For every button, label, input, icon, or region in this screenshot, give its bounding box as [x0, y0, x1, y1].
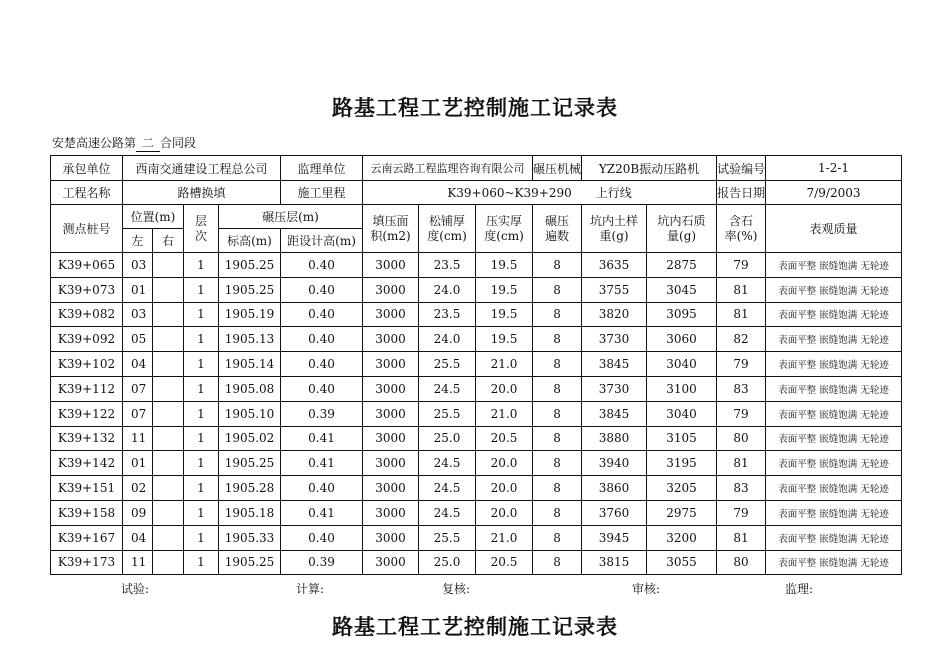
cell-elevation: 1905.25	[219, 550, 281, 575]
cell-compacted: 20.0	[476, 376, 533, 401]
cell-right	[153, 253, 184, 278]
cell-layer: 1	[184, 352, 219, 377]
cell-layer: 1	[184, 302, 219, 327]
cell-soil: 3845	[582, 401, 647, 426]
cell-passes: 8	[533, 376, 582, 401]
cell-soil: 3860	[582, 476, 647, 501]
cell-elevation: 1905.14	[219, 352, 281, 377]
cell-loose: 25.5	[419, 352, 476, 377]
cell-right	[153, 525, 184, 550]
cell-area: 3000	[363, 327, 419, 352]
cell-right	[153, 302, 184, 327]
cell-compacted: 19.5	[476, 327, 533, 352]
record-table	[50, 155, 902, 575]
cell-loose: 24.5	[419, 376, 476, 401]
footer-calc: 计算:	[296, 582, 325, 596]
cell-compacted: 21.0	[476, 352, 533, 377]
roller-label: 碾压机械	[533, 156, 582, 181]
info-row-1	[51, 156, 902, 181]
cell-right	[153, 277, 184, 302]
cell-station: K39+132	[51, 426, 123, 451]
cell-elevation: 1905.02	[219, 426, 281, 451]
cell-stone: 3060	[647, 327, 717, 352]
cell-area: 3000	[363, 401, 419, 426]
cell-elevation: 1905.19	[219, 302, 281, 327]
cell-station: K39+092	[51, 327, 123, 352]
table-row	[51, 550, 902, 575]
cell-stone: 3205	[647, 476, 717, 501]
right-header: 右	[153, 229, 184, 253]
cell-loose: 24.5	[419, 476, 476, 501]
quality-header: 表观质量	[766, 205, 902, 253]
cell-compacted: 20.0	[476, 451, 533, 476]
cell-elevation: 1905.28	[219, 476, 281, 501]
cell-passes: 8	[533, 426, 582, 451]
contractor-value: 西南交通建设工程总公司	[123, 156, 281, 181]
cell-soil: 3880	[582, 426, 647, 451]
cell-compacted: 20.0	[476, 476, 533, 501]
cell-content: 79	[717, 352, 766, 377]
cell-passes: 8	[533, 500, 582, 525]
cell-passes: 8	[533, 451, 582, 476]
cell-station: K39+167	[51, 525, 123, 550]
fill-area-header-b: 积(m2)	[370, 228, 411, 243]
supervisor-label: 监理单位	[281, 156, 363, 181]
supervisor-value: 云南云路工程监理咨询有限公司	[363, 156, 533, 181]
footer-recheck: 复核:	[442, 582, 471, 596]
distance-header: 距设计高(m)	[281, 229, 363, 253]
table-row	[51, 426, 902, 451]
cell-layer: 1	[184, 327, 219, 352]
cell-layer: 1	[184, 277, 219, 302]
cell-station: K39+065	[51, 253, 123, 278]
cell-area: 3000	[363, 550, 419, 575]
cell-compacted: 19.5	[476, 302, 533, 327]
cell-soil: 3730	[582, 376, 647, 401]
cell-right	[153, 500, 184, 525]
cell-elevation: 1905.33	[219, 525, 281, 550]
cell-left: 03	[123, 253, 153, 278]
loose-header-a: 松铺厚	[429, 213, 466, 228]
cell-content: 79	[717, 500, 766, 525]
content-header-a: 含石	[729, 213, 754, 228]
fill-area-header-a: 填压面	[372, 213, 409, 228]
cell-left: 02	[123, 476, 153, 501]
cell-left: 07	[123, 376, 153, 401]
cell-left: 05	[123, 327, 153, 352]
table-row	[51, 376, 902, 401]
table-row	[51, 327, 902, 352]
cell-stone: 3045	[647, 277, 717, 302]
cell-area: 3000	[363, 500, 419, 525]
cell-stone: 3055	[647, 550, 717, 575]
cell-area: 3000	[363, 476, 419, 501]
cell-content: 81	[717, 451, 766, 476]
cell-loose: 25.5	[419, 401, 476, 426]
project-label: 工程名称	[51, 181, 123, 205]
cell-quality: 表面平整 嵌缝饱满 无轮迹	[766, 451, 902, 476]
cell-loose: 24.0	[419, 327, 476, 352]
next-page-title: 路基工程工艺控制施工记录表	[332, 614, 618, 639]
cell-content: 80	[717, 550, 766, 575]
cell-soil: 3945	[582, 525, 647, 550]
cell-stone: 2975	[647, 500, 717, 525]
cell-loose: 23.5	[419, 253, 476, 278]
content-header-b: 率(%)	[724, 228, 758, 243]
cell-left: 04	[123, 525, 153, 550]
passes-header-b: 遍数	[545, 228, 570, 243]
cell-elevation: 1905.25	[219, 451, 281, 476]
cell-area: 3000	[363, 376, 419, 401]
cell-layer: 1	[184, 550, 219, 575]
cell-left: 01	[123, 277, 153, 302]
cell-quality: 表面平整 嵌缝饱满 无轮迹	[766, 550, 902, 575]
table-row	[51, 500, 902, 525]
cell-elevation: 1905.18	[219, 500, 281, 525]
cell-loose: 25.5	[419, 525, 476, 550]
cell-layer: 1	[184, 376, 219, 401]
cell-compacted: 20.5	[476, 550, 533, 575]
cell-left: 01	[123, 451, 153, 476]
cell-compacted: 21.0	[476, 525, 533, 550]
cell-left: 09	[123, 500, 153, 525]
cell-stone: 2875	[647, 253, 717, 278]
cell-area: 3000	[363, 302, 419, 327]
cell-right	[153, 550, 184, 575]
stone-header-b: 量(g)	[667, 228, 697, 243]
table-row	[51, 277, 902, 302]
cell-content: 81	[717, 525, 766, 550]
cell-compacted: 20.5	[476, 426, 533, 451]
footer-supervise: 监理:	[785, 582, 814, 596]
cell-left: 03	[123, 302, 153, 327]
cell-quality: 表面平整 嵌缝饱满 无轮迹	[766, 401, 902, 426]
cell-left: 11	[123, 550, 153, 575]
cell-loose: 25.0	[419, 426, 476, 451]
cell-loose: 25.0	[419, 550, 476, 575]
cell-quality: 表面平整 嵌缝饱满 无轮迹	[766, 277, 902, 302]
cell-compacted: 20.0	[476, 500, 533, 525]
cell-right	[153, 451, 184, 476]
cell-quality: 表面平整 嵌缝饱满 无轮迹	[766, 253, 902, 278]
cell-area: 3000	[363, 253, 419, 278]
compacted-header-b: 度(cm)	[484, 228, 524, 243]
cell-soil: 3815	[582, 550, 647, 575]
cell-distance: 0.40	[281, 352, 363, 377]
contractor-label: 承包单位	[51, 156, 123, 181]
cell-distance: 0.40	[281, 253, 363, 278]
cell-passes: 8	[533, 525, 582, 550]
cell-quality: 表面平整 嵌缝饱满 无轮迹	[766, 500, 902, 525]
cell-distance: 0.41	[281, 451, 363, 476]
cell-passes: 8	[533, 401, 582, 426]
cell-stone: 3040	[647, 401, 717, 426]
cell-soil: 3845	[582, 352, 647, 377]
cell-passes: 8	[533, 550, 582, 575]
soil-header	[582, 205, 647, 253]
table-row	[51, 451, 902, 476]
cell-right	[153, 476, 184, 501]
left-header: 左	[123, 229, 153, 253]
report-date-label: 报告日期	[717, 181, 766, 205]
cell-station: K39+122	[51, 401, 123, 426]
cell-distance: 0.39	[281, 550, 363, 575]
table-row	[51, 525, 902, 550]
station-header: 测点桩号	[51, 205, 123, 253]
table-row	[51, 253, 902, 278]
cell-distance: 0.40	[281, 476, 363, 501]
cell-quality: 表面平整 嵌缝饱满 无轮迹	[766, 302, 902, 327]
cell-passes: 8	[533, 277, 582, 302]
cell-stone: 3195	[647, 451, 717, 476]
position-header: 位置(m)	[123, 205, 184, 229]
cell-soil: 3755	[582, 277, 647, 302]
cell-distance: 0.40	[281, 277, 363, 302]
table-row	[51, 302, 902, 327]
cell-content: 80	[717, 426, 766, 451]
section-prefix: 安楚高速公路第	[52, 136, 137, 150]
table-row	[51, 401, 902, 426]
table-row	[51, 352, 902, 377]
cell-station: K39+073	[51, 277, 123, 302]
soil-header-b: 重(g)	[599, 228, 629, 243]
cell-station: K39+173	[51, 550, 123, 575]
cell-content: 83	[717, 376, 766, 401]
cell-layer: 1	[184, 451, 219, 476]
table-row	[51, 476, 902, 501]
cell-distance: 0.40	[281, 302, 363, 327]
header-row-1	[51, 205, 902, 229]
cell-loose: 23.5	[419, 302, 476, 327]
cell-left: 07	[123, 401, 153, 426]
compacted-header-a: 压实厚	[486, 213, 523, 228]
cell-content: 83	[717, 476, 766, 501]
cell-elevation: 1905.25	[219, 277, 281, 302]
compacted-header	[476, 205, 533, 253]
cell-layer: 1	[184, 253, 219, 278]
info-row-2	[51, 181, 902, 205]
cell-distance: 0.40	[281, 525, 363, 550]
cell-distance: 0.41	[281, 426, 363, 451]
layer-header-b: 次	[194, 228, 207, 243]
cell-quality: 表面平整 嵌缝饱满 无轮迹	[766, 376, 902, 401]
footer-review: 审核:	[632, 582, 661, 596]
section-line	[52, 134, 196, 152]
cell-layer: 1	[184, 426, 219, 451]
cell-quality: 表面平整 嵌缝饱满 无轮迹	[766, 476, 902, 501]
soil-header-a: 坑内土样	[590, 213, 639, 228]
cell-elevation: 1905.13	[219, 327, 281, 352]
cell-area: 3000	[363, 451, 419, 476]
cell-station: K39+112	[51, 376, 123, 401]
cell-quality: 表面平整 嵌缝饱满 无轮迹	[766, 525, 902, 550]
cell-layer: 1	[184, 476, 219, 501]
cell-right	[153, 327, 184, 352]
cell-soil: 3635	[582, 253, 647, 278]
cell-area: 3000	[363, 277, 419, 302]
cell-compacted: 21.0	[476, 401, 533, 426]
cell-right	[153, 376, 184, 401]
cell-compacted: 19.5	[476, 277, 533, 302]
cell-quality: 表面平整 嵌缝饱满 无轮迹	[766, 426, 902, 451]
cell-content: 82	[717, 327, 766, 352]
cell-layer: 1	[184, 500, 219, 525]
cell-passes: 8	[533, 327, 582, 352]
cell-stone: 3105	[647, 426, 717, 451]
cell-passes: 8	[533, 302, 582, 327]
footer-test: 试验:	[121, 582, 150, 596]
cell-quality: 表面平整 嵌缝饱满 无轮迹	[766, 352, 902, 377]
cell-quality: 表面平整 嵌缝饱满 无轮迹	[766, 327, 902, 352]
cell-station: K39+151	[51, 476, 123, 501]
cell-station: K39+082	[51, 302, 123, 327]
cell-right	[153, 352, 184, 377]
cell-loose: 24.5	[419, 451, 476, 476]
passes-header	[533, 205, 582, 253]
cell-stone: 3040	[647, 352, 717, 377]
cell-elevation: 1905.10	[219, 401, 281, 426]
section-number: 二	[136, 134, 160, 152]
project-value: 路槽换填	[123, 181, 281, 205]
cell-station: K39+158	[51, 500, 123, 525]
cell-stone: 3100	[647, 376, 717, 401]
cell-area: 3000	[363, 525, 419, 550]
loose-header-b: 度(cm)	[427, 228, 467, 243]
cell-loose: 24.5	[419, 500, 476, 525]
cell-distance: 0.39	[281, 401, 363, 426]
cell-station: K39+102	[51, 352, 123, 377]
cell-soil: 3730	[582, 327, 647, 352]
page-title: 路基工程工艺控制施工记录表	[332, 95, 618, 120]
roller-value: YZ20B振动压路机	[582, 156, 717, 181]
fill-area-header	[363, 205, 419, 253]
elevation-header: 标高(m)	[219, 229, 281, 253]
cell-content: 81	[717, 302, 766, 327]
cell-distance: 0.41	[281, 500, 363, 525]
mileage-value: K39+060~K39+290 上行线	[363, 181, 717, 205]
cell-content: 81	[717, 277, 766, 302]
cell-soil: 3940	[582, 451, 647, 476]
cell-passes: 8	[533, 476, 582, 501]
cell-station: K39+142	[51, 451, 123, 476]
cell-distance: 0.40	[281, 376, 363, 401]
cell-passes: 8	[533, 352, 582, 377]
cell-left: 11	[123, 426, 153, 451]
cell-layer: 1	[184, 525, 219, 550]
cell-content: 79	[717, 253, 766, 278]
cell-content: 79	[717, 401, 766, 426]
test-no-label: 试验编号	[717, 156, 766, 181]
loose-header	[419, 205, 476, 253]
test-no-value: 1-2-1	[766, 156, 902, 181]
cell-stone: 3200	[647, 525, 717, 550]
cell-layer: 1	[184, 401, 219, 426]
cell-soil: 3760	[582, 500, 647, 525]
cell-area: 3000	[363, 426, 419, 451]
cell-area: 3000	[363, 352, 419, 377]
content-header	[717, 205, 766, 253]
cell-left: 04	[123, 352, 153, 377]
cell-right	[153, 426, 184, 451]
stone-header-a: 坑内石质	[657, 213, 706, 228]
cell-distance: 0.40	[281, 327, 363, 352]
cell-stone: 3095	[647, 302, 717, 327]
cell-elevation: 1905.25	[219, 253, 281, 278]
stone-header	[647, 205, 717, 253]
cell-compacted: 19.5	[476, 253, 533, 278]
cell-right	[153, 401, 184, 426]
layer-header	[184, 205, 219, 253]
passes-header-a: 碾压	[545, 213, 570, 228]
layer-header-a: 层	[194, 213, 207, 228]
rolled-layer-header: 碾压层(m)	[219, 205, 363, 229]
report-date-value: 7/9/2003	[766, 181, 902, 205]
mileage-label: 施工里程	[281, 181, 363, 205]
cell-elevation: 1905.08	[219, 376, 281, 401]
section-suffix: 合同段	[160, 136, 197, 150]
cell-soil: 3820	[582, 302, 647, 327]
cell-passes: 8	[533, 253, 582, 278]
cell-loose: 24.0	[419, 277, 476, 302]
